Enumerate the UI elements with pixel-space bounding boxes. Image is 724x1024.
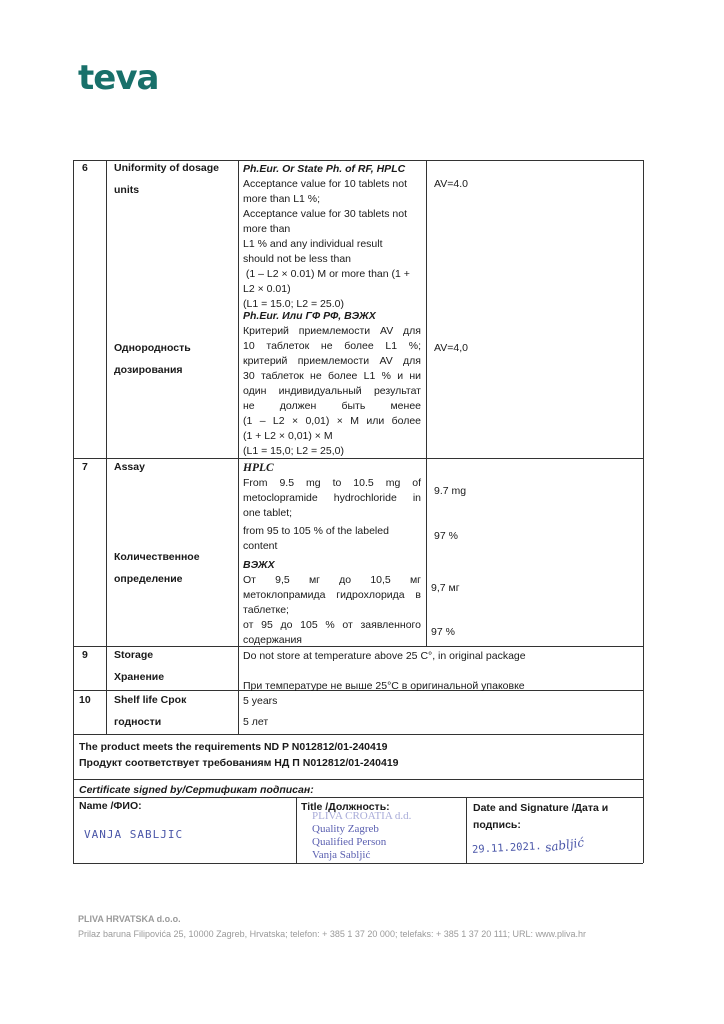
row7-spec-en	[243, 461, 421, 554]
row7-spec-ru-title: ВЭЖХ	[243, 559, 275, 571]
row6-spec-en	[243, 162, 421, 312]
spec-line: should not be less than	[243, 253, 351, 265]
stamp-line: Vanja Sabljić	[312, 849, 371, 861]
spec-line: (1 + L2 × 0,01) × M	[243, 430, 333, 442]
row9-name-ru: Хранение	[114, 671, 165, 683]
date-label-2: подпись:	[473, 819, 521, 831]
spec-line: метоклопрамида гидрохлорида в	[243, 589, 421, 601]
row6-spec-en-title: Ph.Eur. Or State Ph. of RF, HPLC	[243, 163, 406, 175]
spec-line: Критерий приемлемости AV для	[243, 325, 421, 337]
row7-name-en: Assay	[114, 461, 145, 473]
spec-line: таблетке;	[243, 604, 289, 616]
row9-text-ru: При температуре не выше 25°С в оригинальной упаковке	[243, 680, 525, 692]
spec-line: L1 % and any individual result	[243, 238, 383, 250]
handwritten-date: 29.11.2021.	[471, 840, 542, 856]
row6-name-en-2: units	[114, 184, 140, 196]
spec-line: content	[243, 540, 278, 552]
spec-line: From 9.5 mg to 10.5 mg of	[243, 477, 421, 489]
spec-line: 30 таблеток не более L1 % и ни	[243, 370, 421, 382]
spec-line: один индивидуальный результат	[243, 385, 421, 397]
row6-spec-ru	[243, 309, 421, 459]
handwritten-signature: sabljić	[544, 835, 585, 855]
row7-name-ru-1: Количественное	[114, 551, 200, 563]
row10-number: 10	[79, 694, 91, 706]
row10-text-en: 5 years	[243, 695, 278, 707]
row7-name-ru-2: определение	[114, 573, 183, 585]
stamp-line: Qualified Person	[312, 836, 387, 848]
row10-name-en: Shelf life Срок	[114, 694, 187, 706]
row6-result-ru: AV=4,0	[434, 342, 468, 354]
spec-line: metoclopramide hydrochloride in	[243, 492, 421, 504]
footer-company: PLIVA HRVATSKA d.o.o.	[78, 914, 181, 924]
handwritten-name: VANJA SABLJIC	[84, 828, 184, 841]
row7-result-4: 97 %	[431, 626, 455, 638]
row7-spec-ru	[243, 558, 421, 648]
spec-line: критерий приемлемости AV для	[243, 355, 421, 367]
row7-spec-en-title: HPLC	[243, 462, 274, 474]
row6-name-ru-2: дозирования	[114, 364, 183, 376]
spec-line: one tablet;	[243, 507, 293, 519]
teva-logo: teva	[78, 58, 159, 98]
row9-text-en: Do not store at temperature above 25 C°, in original package	[243, 650, 526, 662]
spec-line: L2 × 0.01)	[243, 283, 291, 295]
spec-line: Acceptance value for 10 tablets not	[243, 178, 408, 190]
date-label-1: Date and Signature /Дата и	[473, 802, 609, 814]
footer-address: Prilaz baruna Filipovića 25, 10000 Zagreb, Hrvatska; telefon: + 385 1 37 20 000; telefaks: + 385 1 37 20 111; URL: www.pliva.hr	[78, 929, 586, 939]
spec-line: не должен быть менее	[243, 400, 421, 412]
row6-name-en-1: Uniformity of dosage	[114, 162, 220, 174]
title-label: Title /Должность:	[301, 801, 390, 813]
spec-line: (L1 = 15.0; L2 = 25.0)	[243, 298, 344, 310]
spec-line: from 95 to 105 % of the labeled	[243, 525, 389, 537]
stamp-line: Quality Zagreb	[312, 823, 379, 835]
row9-name-en: Storage	[114, 649, 154, 661]
conclusion-en: The product meets the requirements ND P N012812/01-240419	[79, 741, 388, 753]
spec-line: Acceptance value for 30 tablets not	[243, 208, 408, 220]
name-label: Name /ФИО:	[79, 800, 142, 812]
spec-line: 10 таблеток не более L1 %;	[243, 340, 421, 352]
row6-name-ru-1: Однородность	[114, 342, 191, 354]
spec-line: (1 – L2 × 0,01) × M или более	[243, 415, 421, 427]
spec-line: more than	[243, 223, 291, 235]
row7-result-1: 9.7 mg	[434, 485, 467, 497]
stamp-line: PLIVA CROATIA d.d.	[312, 810, 412, 822]
conclusion-ru: Продукт соответствует требованиям НД П N012812/01-240419	[79, 757, 399, 769]
row6-result-en: AV=4.0	[434, 178, 468, 190]
qp-stamp	[312, 810, 411, 862]
row9-number: 9	[82, 649, 88, 661]
spec-line: more than L1 %;	[243, 193, 321, 205]
row10-text-ru: 5 лет	[243, 716, 269, 728]
row7-number: 7	[82, 461, 88, 473]
spec-line: От 9,5 мг до 10,5 мг	[243, 574, 421, 586]
row6-spec-ru-title: Ph.Eur. Или ГФ РФ, ВЭЖХ	[243, 310, 376, 322]
spec-line: (1 – L2 × 0.01) M or more than (1 +	[243, 268, 410, 280]
spec-line: (L1 = 15,0; L2 = 25,0)	[243, 445, 344, 457]
spec-line: содержания	[243, 634, 302, 646]
certificate-signed-header: Certificate signed by/Сертификат подписан:	[79, 784, 314, 796]
row6-number: 6	[82, 162, 88, 174]
row7-result-2: 97 %	[434, 530, 458, 542]
spec-line: от 95 до 105 % от заявленного	[243, 619, 421, 631]
row10-name-ru: годности	[114, 716, 162, 728]
row7-result-3: 9,7 мг	[431, 582, 460, 594]
